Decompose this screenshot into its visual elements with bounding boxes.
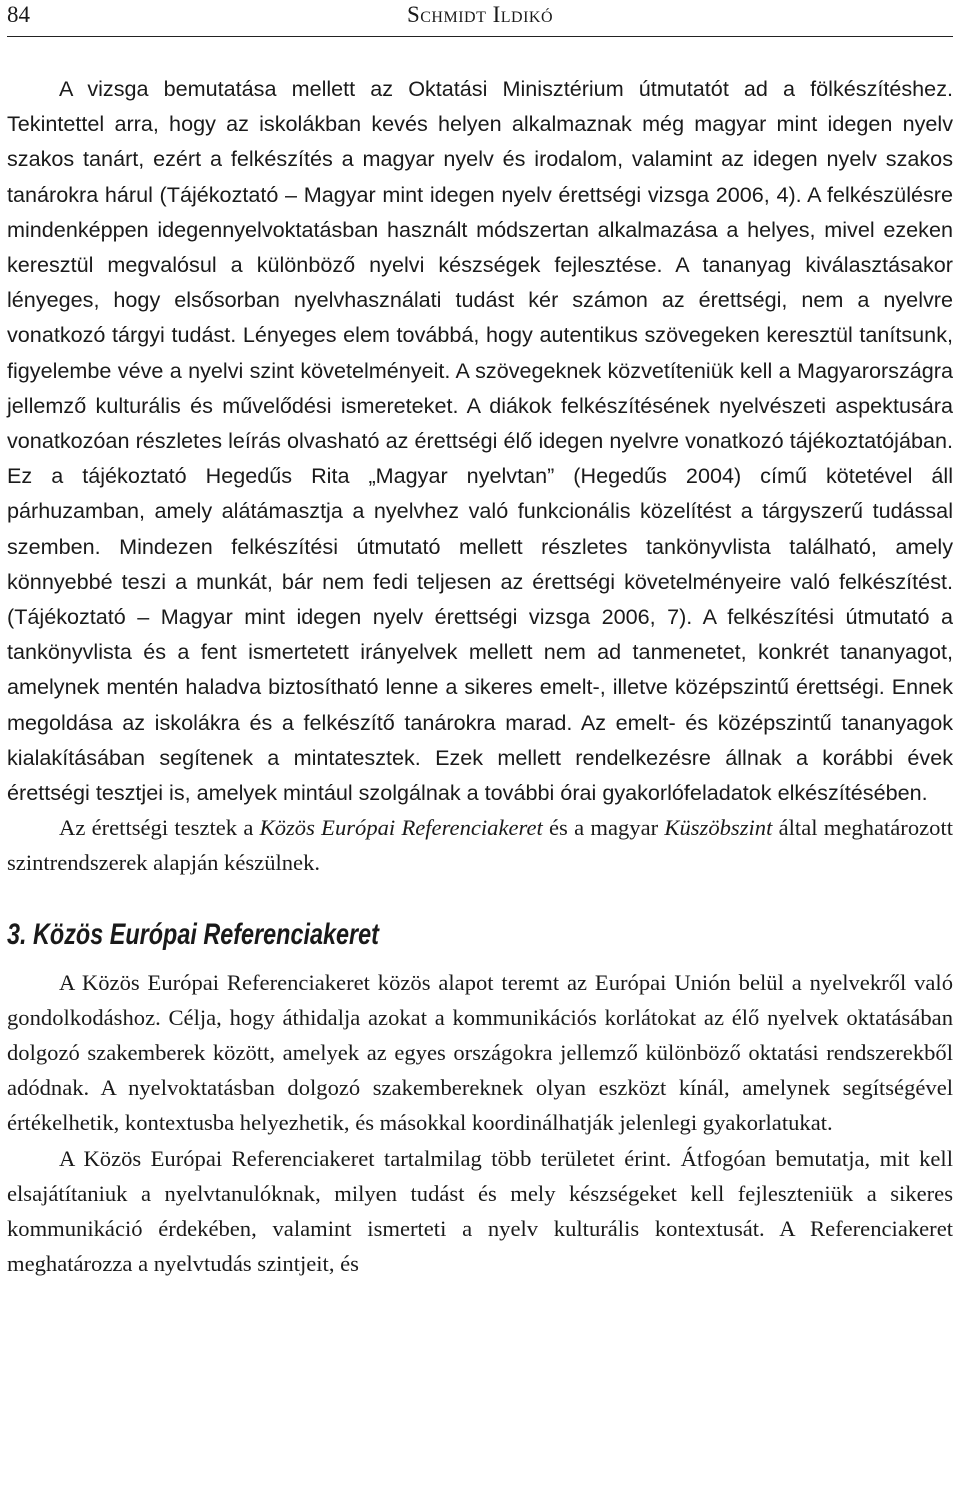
section-heading: 3. Közös Európai Referenciakeret <box>7 917 379 951</box>
section-paragraph-2: A Közös Európai Referenciakeret tartalmilag több területet érint. Átfogóan bemutatja, mit kell elsajátítaniuk a nyelvtanulóknak, milyen tudást és mely készségeket kell fejleszteniük a sikeres kommunikáció érdekében, valamint ismerteti a nyelv kulturális kontextusát. A Referenciakeret meghatározza a nyelvtudás szintjeit, és <box>7 1145 953 1277</box>
paragraph-2-italic-term-2: Küszöbszint <box>664 815 773 841</box>
paragraph-2-middle: és a magyar <box>542 815 665 841</box>
body-paragraph-1: A vizsga bemutatása mellett az Oktatási Minisztérium útmutatót ad a fölkészítéshez. Tekintettel arra, hogy az iskolákban kevés helyen alkalmaznak még magyar mint idegen nyelv szakos tanárt, ezért a felkészítés a magyar nyelv és irodalom, valamint az idegen nyelv szakos tanárokra hárul (Tájékoztató – Magyar mint idegen nyelv érettségi vizsga 2006, 4). A felkészülésre mindenképpen idegennyelvoktatásban használt módszertan alkalmazása a helyes, mivel ezeken keresztül megvalósul a különböző nyelvi készségek fejlesztése. A tananyag kiválasztásakor lényeges, hogy elsősorban nyelvhasználati tudást kér számon az érettségi, nem a nyelvre vonatkozó tárgyi tudást. Lényeges elem továbbá, hogy autentikus szövegeken keresztül tanítsunk, figyelembe véve a nyelvi szint követelményeit. A szövegeknek közvetíteniük kell a Magyarországra jellemző kulturális és művelődési ismereteket. A diákok felkészítésének nyelvészeti aspektusára vonatkozóan részletes leírás olvasható az érettségi élő idegen nyelvre vonatkozó tájékoztatójában. Ez a tájékoztató Hegedűs Rita „Magyar nyelvtan” (Hegedűs 2004) című kötetével áll párhuzamban, amely alátámasztja a nyelvhez való funkcionális közelítést a tárgyszerű tudással szemben. Mindezen felkészítési útmutató mellett részletes tankönyvlista található, amely könnyebbé teszi a munkát, bár nem fedi teljesen az érettségi követelményeire való felkészítést. (Tájékoztató – Magyar mint idegen nyelv érettségi vizsga 2006, 7). A felkészítési útmutató a tankönyvlista és a fent ismertetett irányelvek mellett nem ad tanmenetet, konkrét tananyagot, amelynek mentén haladva biztosítható lenne a sikeres emelt-, illetve középszintű érettségi. Ennek megoldása az iskolákra és a felkészítő tanárokra marad. Az emelt- és középszintű tananyagok kialakításában segítenek a mintatesztek. Ezek mellett rendelkezésre állnak a korábbi évek érettségi tesztjei is, amelyek mintául szolgálnak a további órai gyakorlófeladatok elkészítésében. <box>7 76 953 806</box>
body-paragraph-2 <box>7 810 953 880</box>
page-header <box>7 0 953 37</box>
paragraph-2-prefix: Az érettségi tesztek a <box>59 815 260 841</box>
running-head: Schmidt Ildikó <box>406 2 554 27</box>
section-paragraph-1: A Közös Európai Referenciakeret közös alapot teremt az Európai Unión belül a nyelvekről való gondolkodáshoz. Célja, hogy áthidalja azokat a kommunikációs korlátokat az élő nyelvek oktatásában dolgozó szakemberek között, amelyek az egyes országokra jellemző különböző oktatási rendszerekből adódnak. A nyelvoktatásban dolgozó szakembereknek olyan eszközt kínál, amelynek segítségével értékelhetik, kontextusba helyezhetik, és másokkal koordinálhatják jelenlegi gyakorlatukat. <box>7 969 953 1136</box>
document-page <box>7 0 953 1282</box>
paragraph-2-suffix: által meghatározott szintrendszerek alapján készülnek. <box>7 815 953 876</box>
page-number: 84 <box>7 2 30 27</box>
paragraph-2-italic-term-1: Közös Európai Referenciakeret <box>259 815 543 841</box>
